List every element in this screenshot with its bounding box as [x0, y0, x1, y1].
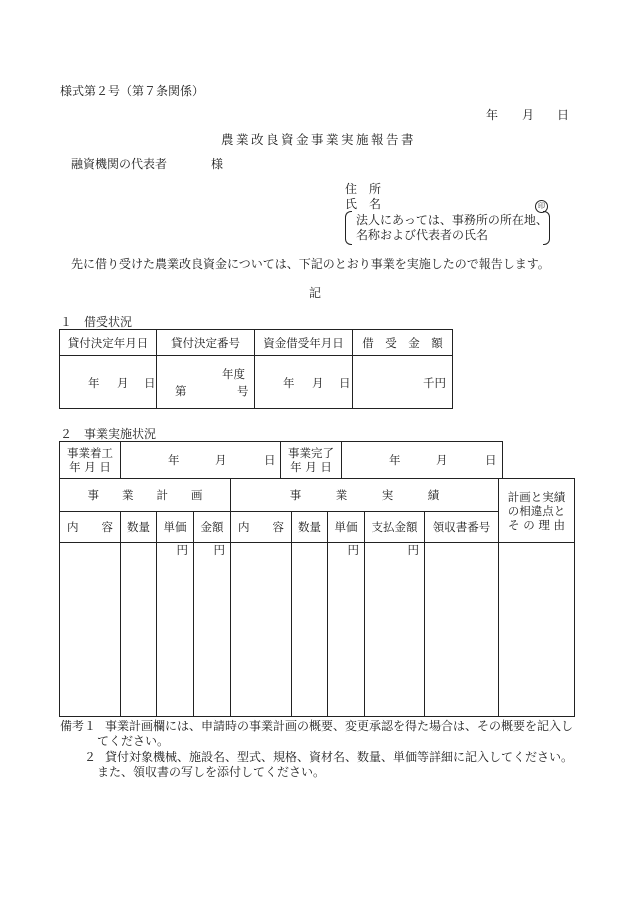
- header-fund-receipt-date: 資金借受年月日: [255, 330, 353, 356]
- actual-col-quantity: 数量: [292, 512, 328, 543]
- note2-line2: また、領収書の写しを添付してください。: [97, 765, 326, 779]
- loan-decision-date-cell[interactable]: 年 月 日: [60, 356, 157, 409]
- project-table: [59, 478, 575, 717]
- actual-col-payment: 支払金額: [365, 512, 425, 543]
- actual-unit-price-cell[interactable]: 円: [328, 543, 365, 717]
- dates-table: [59, 441, 503, 479]
- end-date-cell[interactable]: 年 月 日: [342, 442, 503, 479]
- plan-col-quantity: 数量: [121, 512, 157, 543]
- honorific: 様: [211, 157, 224, 171]
- ki-label: 記: [309, 286, 322, 300]
- difference-cell[interactable]: [499, 543, 575, 717]
- loan-status-table: [59, 329, 453, 409]
- note1-line1: 事業計画欄には、申請時の事業計画の概要、変更承認を得た場合は、その概要を記入し: [105, 719, 574, 733]
- document-title: 農業改良資金事業実施報告書: [221, 132, 417, 147]
- note2-line1: 貸付対象機械、施設名、型式、規格、資材名、数量、単価等詳細に記入してください。: [105, 750, 574, 764]
- plan-unit-price-cell[interactable]: 円: [157, 543, 194, 717]
- section2-title: ２ 事業実施状況: [60, 427, 157, 441]
- plan-col-amount: 金額: [194, 512, 231, 543]
- actual-col-content: 内 容: [231, 512, 292, 543]
- start-date-label: 事業着工 年 月 日: [60, 442, 121, 479]
- name-label: 氏 名: [345, 197, 382, 211]
- date-month-label: 月: [522, 108, 535, 122]
- plan-quantity-cell[interactable]: [121, 543, 157, 717]
- note2-number: ２: [84, 750, 97, 764]
- note1-line2: てください。: [97, 734, 170, 748]
- plan-col-content: 内 容: [60, 512, 121, 543]
- loan-decision-number-cell[interactable]: 年度 第 号: [157, 356, 255, 409]
- plan-col-unit-price: 単価: [157, 512, 194, 543]
- header-loan-amount: 借 受 金 額: [353, 330, 453, 356]
- actual-content-cell[interactable]: [231, 543, 292, 717]
- plan-header: 事 業 計 画: [60, 479, 231, 512]
- fund-receipt-date-cell[interactable]: 年 月 日: [255, 356, 353, 409]
- header-loan-decision-number: 貸付決定番号: [157, 330, 255, 356]
- body-text: 先に借り受けた農業改良資金については、下記のとおり事業を実施したので報告します。: [71, 257, 550, 271]
- actual-payment-cell[interactable]: 円: [365, 543, 425, 717]
- addressee: 融資機関の代表者: [71, 157, 168, 171]
- corporate-note-bracket: [345, 211, 550, 244]
- date-day-label: 日: [557, 108, 570, 122]
- plan-content-cell[interactable]: [60, 543, 121, 717]
- end-date-label: 事業完了 年 月 日: [281, 442, 342, 479]
- header-loan-decision-date: 貸付決定年月日: [60, 330, 157, 356]
- difference-header: 計画と実績 の相違点と そ の 理 由: [499, 479, 575, 543]
- actual-col-receipt-number: 領収書番号: [425, 512, 499, 543]
- date-year-label: 年: [486, 108, 499, 122]
- seal-icon: 印: [535, 197, 548, 213]
- actual-header: 事 業 実 績: [231, 479, 499, 512]
- plan-amount-cell[interactable]: 円: [194, 543, 231, 717]
- actual-col-unit-price: 単価: [328, 512, 365, 543]
- corporate-note-line2: 名称および代表者の氏名: [356, 228, 489, 242]
- section1-title: １ 借受状況: [60, 315, 133, 329]
- receipt-number-cell[interactable]: [425, 543, 499, 717]
- start-date-cell[interactable]: 年 月 日: [121, 442, 281, 479]
- loan-amount-cell[interactable]: 千円: [353, 356, 453, 409]
- corporate-note-line1: 法人にあっては、事務所の所在地、: [356, 213, 548, 227]
- form-number: 様式第２号（第７条関係）: [60, 84, 205, 98]
- address-label: 住 所: [345, 182, 382, 196]
- notes-label: 備考１: [60, 719, 97, 733]
- actual-quantity-cell[interactable]: [292, 543, 328, 717]
